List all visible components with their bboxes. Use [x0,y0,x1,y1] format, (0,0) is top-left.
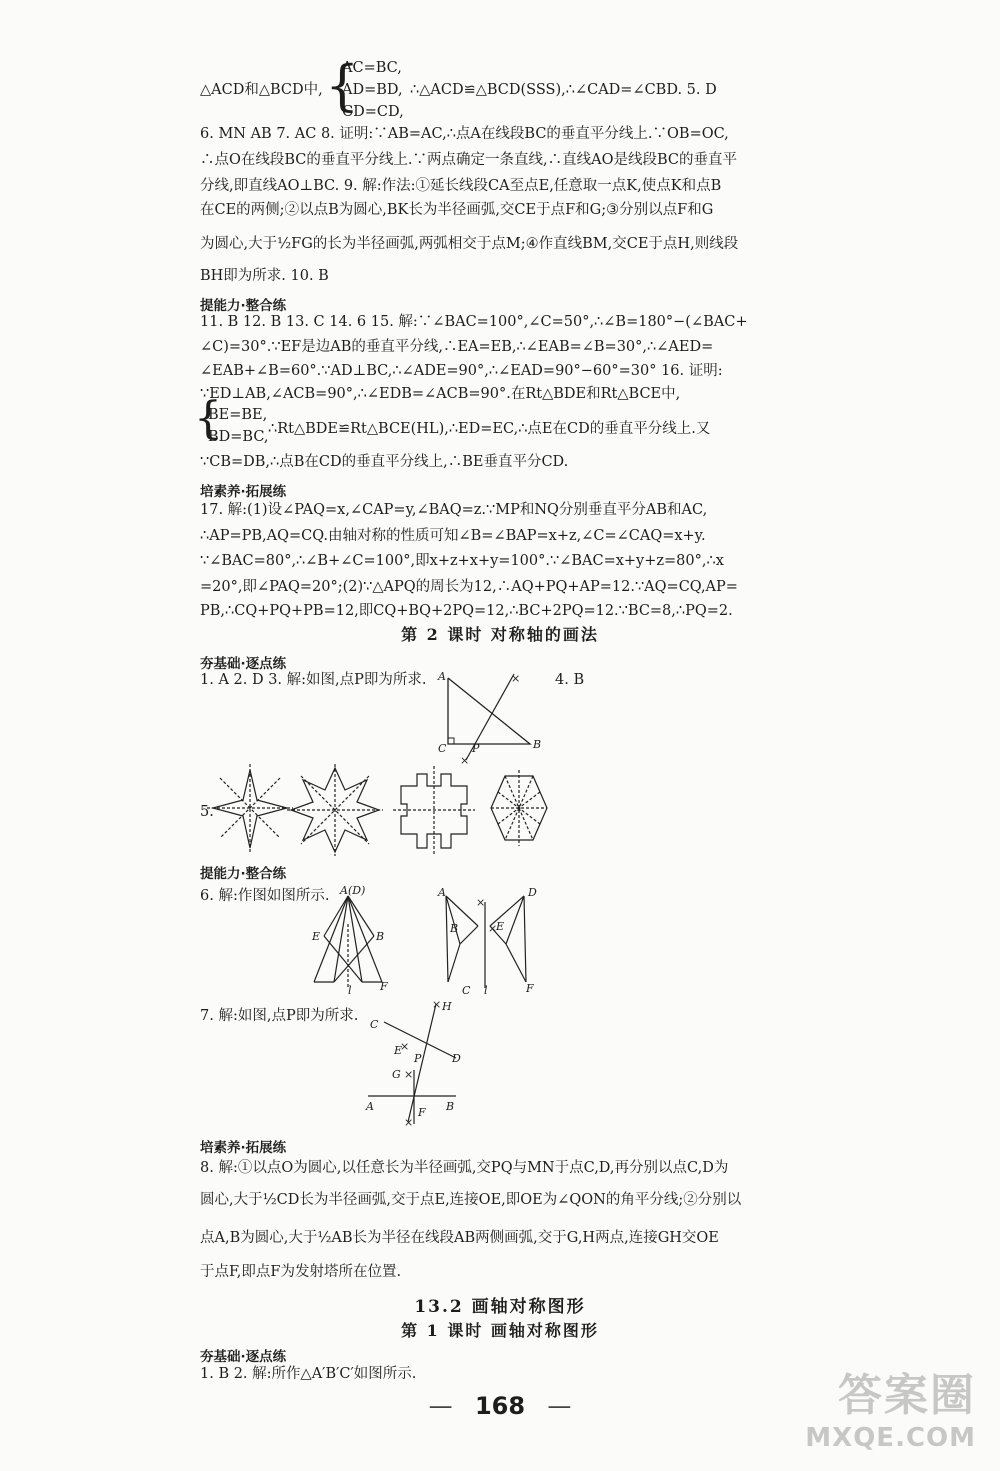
section-heading: 提能力·整合练 [200,866,287,882]
text-line: ∴AP=PB,AQ=CQ.由轴对称的性质可知∠B=∠BAP=x+z,∠C=∠CAQ=x+y. [200,528,706,544]
watermark [805,1359,976,1453]
system-eq-2: AD=BD, [342,82,403,98]
text-line: 8. 解:①以点O为圆心,以任意长为半径画弧,交PQ与MN于点C,D,再分别以点C,D为 [200,1160,729,1176]
label-B: B [376,930,385,943]
watermark-logo-text: 答案圈 [838,1370,976,1421]
label-B: B [533,738,542,751]
svg-text:×: × [400,1040,410,1053]
label-B2: B [450,922,459,935]
text-line: 6. 解:作图如图所示. [200,888,330,904]
text-line: PB,∴CQ+PQ+PB=12,即CQ+BQ+2PQ=12,∴BC+2PQ=12.∵BC=8,∴PQ=2. [200,603,733,619]
text-line: 分线,即直线AO⊥BC. 9. 解:作法:①延长线段CA至点E,任意取一点K,使点K和点B [200,178,722,194]
label-C: C [462,984,471,994]
text-line: ∵ED⊥AB,∠ACB=90°,∴∠EDB=∠ACB=90°.在Rt△BDE和Rt△BCE中, [200,386,681,402]
hexagon-shape [491,770,547,846]
page-dash-right: — [547,1392,572,1420]
figure-q3-triangle [430,668,560,768]
system-eq-3: CD=CD, [342,104,404,120]
section-heading: 夯基础·逐点练 [200,656,287,672]
text-line: 在CE的两侧;②以点B为圆心,BK长为半径画弧,交CE于点F和G;③分别以点F和G [200,202,714,218]
text-line: =20°,即∠PAQ=20°;(2)∵△APQ的周长为12,∴AQ+PQ+AP=12.∵AQ=CQ,AP= [200,579,738,595]
section-heading: 夯基础·逐点练 [200,1349,287,1365]
lesson-title: 第 1 课时 画轴对称图形 [401,1321,599,1340]
label-C: C [438,742,447,755]
system-eq-1: AC=BC, [342,60,402,76]
q5-label: 5. [200,804,214,820]
svg-text:×: × [476,896,486,909]
page-dash-left: — [428,1392,453,1420]
text-line: 1. A 2. D 3. 解:如图,点P即为所求. [200,672,427,688]
system-eq-1: BE=BE, [208,407,268,423]
section-title: 13.2 画轴对称图形 [414,1297,586,1317]
label-D: D [452,1052,461,1065]
system-eq-2: BD=BC, [208,429,269,445]
label-l: l [348,984,352,994]
block-shape [393,766,475,856]
svg-text:×: × [432,1000,442,1011]
label-D: D [528,886,537,899]
label-C: C [370,1018,379,1031]
text-line: 点A,B为圆心,大于½AB长为半径在线段AB两侧画弧,交于G,H两点,连接GH交OE [200,1230,719,1246]
text-line: ∠C)=30°.∵EF是边AB的垂直平分线,∴EA=EB,∴∠EAB=∠B=30°,∴∠AED= [200,339,714,355]
text-line: ∴点O在线段BC的垂直平分线上.∵两点确定一条直线,∴直线AO是线段BC的垂直平 [200,152,737,168]
section-heading: 培素养·拓展练 [200,1140,287,1156]
text-line: 6. MN AB 7. AC 8. 证明:∵AB=AC,∴点A在线段BC的垂直平分线上.∵OB=OC, [200,126,729,142]
svg-text:×: × [404,1068,414,1081]
left-brace: { [194,393,222,444]
label-P: P [414,1052,422,1065]
label-F: F [380,980,388,993]
label-E: E [394,1044,403,1057]
label-E: E [312,930,321,943]
section-heading: 提能力·整合练 [200,298,287,314]
label-l2: l [484,984,488,994]
text-line: 17. 解:(1)设∠PAQ=x,∠CAP=y,∠BAQ=z.∵MP和NQ分别垂直平分AB和AC, [200,502,708,518]
svg-text:×: × [404,1116,414,1128]
page-number-value: 168 [474,1392,526,1420]
svg-text:×: × [460,754,470,767]
figure-q7 [360,1000,470,1128]
label-F: F [418,1106,426,1119]
label-A: A [438,886,446,899]
label-B: B [446,1100,455,1113]
congruence-system-1 [200,54,760,122]
text-line: 4. B [555,672,585,688]
text-line: 1. B 2. 解:所作△A′B′C′如图所示. [200,1366,417,1382]
label-G: G [392,1068,401,1081]
figure-q5-shapes [205,762,565,862]
eight-point-star [287,764,383,856]
text-line: ∠EAB+∠B=60°.∵AD⊥BC,∴∠ADE=90°,∴∠EAD=90°−60°=30° 16. 证明: [200,363,723,379]
four-point-star [207,764,293,854]
text-line: 圆心,大于½CD长为半径画弧,交于点E,连接OE,即OE为∠QON的角平分线;②分别以 [200,1192,742,1208]
text-line: 11. B 12. B 13. C 14. 6 15. 解:∵∠BAC=100°,∠C=50°,∴∠B=180°−(∠BAC+ [200,314,748,330]
label-P: P [472,742,480,755]
system-prefix: △ACD和△BCD中, [200,82,323,98]
svg-text:×: × [511,672,521,685]
left-brace: { [325,54,360,117]
text-line: BH即为所求. 10. B [200,268,329,284]
system-conclusion: ∴△ACD≌△BCD(SSS),∴∠CAD=∠CBD. 5. D [410,82,717,98]
text-line: ∵CB=DB,∴点B在CD的垂直平分线上,∴BE垂直平分CD. [200,454,569,470]
label-H: H [442,1000,452,1013]
figure-q6 [310,884,570,994]
text-line: 为圆心,大于½FG的长为半径画弧,两弧相交于点M;④作直线BM,交CE于点H,则线段 [200,236,739,252]
lesson-title: 第 2 课时 对称轴的画法 [401,625,599,644]
text-line: 7. 解:如图,点P即为所求. [200,1008,359,1024]
label-AD: A(D) [340,884,366,897]
label-E2: E [496,920,505,933]
text-line: ∵∠BAC=80°,∴∠B+∠C=100°,即x+z+x+y=100°.∵∠BAC=x+y+z=80°,∴x [200,553,724,569]
label-F2: F [526,982,534,994]
section-heading: 培素养·拓展练 [200,484,287,500]
watermark-url: MXQE.COM [805,1423,976,1453]
svg-text:×: × [488,922,498,935]
text-line: 于点F,即点F为发射塔所在位置. [200,1264,402,1280]
system-conclusion: ∴Rt△BDE≌Rt△BCE(HL),∴ED=EC,∴点E在CD的垂直平分线上.又 [268,421,711,437]
label-A: A [366,1100,374,1113]
label-A: A [438,670,446,683]
